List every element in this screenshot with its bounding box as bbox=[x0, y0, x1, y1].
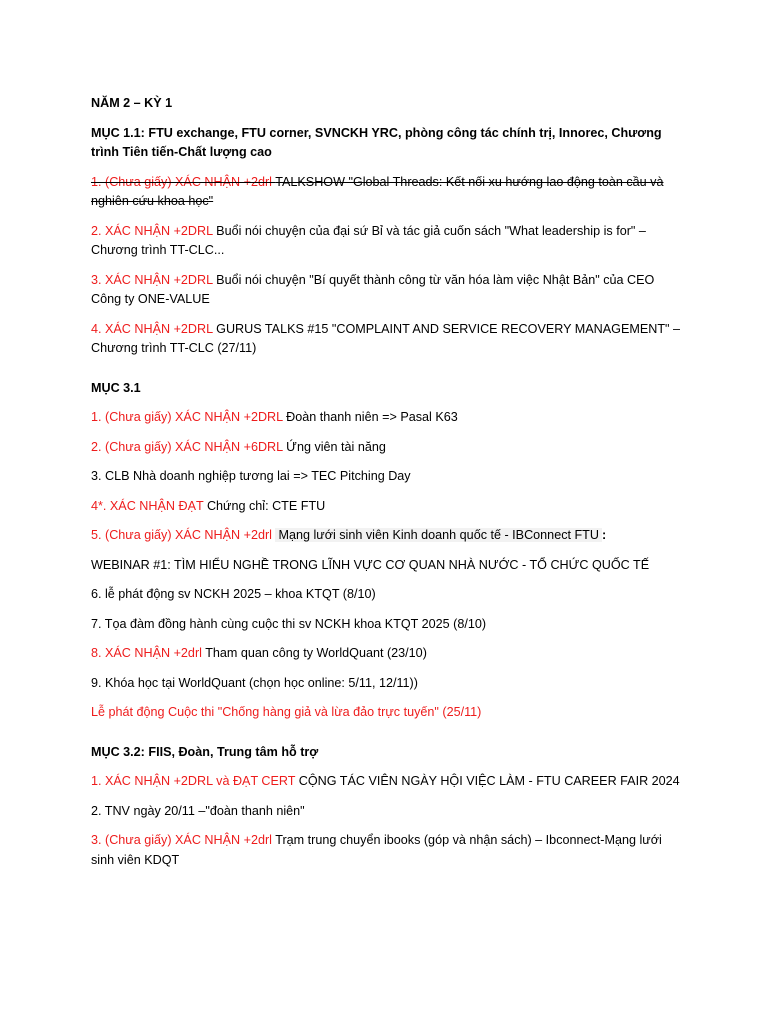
list-item bbox=[91, 320, 683, 359]
status-label: 1. (Chưa giấy) XÁC NHẬN +2DRL bbox=[91, 410, 283, 424]
item-text: Buổi nói chuyện của đại sứ Bỉ và tác giả cuốn sách "What leadership is for" – Chương trình TT-CLC... bbox=[91, 223, 646, 257]
list-item bbox=[91, 831, 683, 870]
list-item: Lễ phát động Cuộc thi "Chống hàng giả và lừa đảo trực tuyến" (25/11) bbox=[91, 705, 482, 719]
list-item bbox=[91, 526, 683, 546]
section-3-2-title: MỤC 3.2: FIIS, Đoàn, Trung tâm hỗ trợ bbox=[91, 744, 319, 759]
section-1-1-title: MỤC 1.1: FTU exchange, FTU corner, SVNCKH YRC, phòng công tác chính trị, Innorec, Chương trình Tiên tiến-Chất lượng cao bbox=[91, 125, 662, 159]
section-3-1-title: MỤC 3.1 bbox=[91, 380, 141, 395]
list-item: 6. lễ phát động sv NCKH 2025 – khoa KTQT (8/10) bbox=[91, 587, 376, 601]
list-item: 9. Khóa học tại WorldQuant (chọn học online: 5/11, 12/11)) bbox=[91, 675, 418, 690]
page-heading: NĂM 2 – KỲ 1 bbox=[91, 96, 173, 110]
list-item bbox=[91, 222, 683, 261]
item-text: Tham quan công ty WorldQuant (23/10) bbox=[201, 646, 427, 660]
item-text: TALKSHOW "Global Threads: Kết nối xu hướng lao động toàn cầu và nghiên cứu khoa học" bbox=[91, 174, 664, 208]
list-item bbox=[91, 644, 683, 664]
list-item: 7. Tọa đàm đồng hành cùng cuộc thi sv NCKH khoa KTQT 2025 (8/10) bbox=[91, 616, 487, 631]
item-text: Đoàn thanh niên => Pasal K63 bbox=[282, 410, 458, 424]
status-label: 5. (Chưa giấy) XÁC NHẬN +2drl bbox=[91, 528, 272, 542]
item-text: Ứng viên tài năng bbox=[282, 439, 386, 454]
status-label: 3. (Chưa giấy) XÁC NHẬN +2drl bbox=[91, 833, 272, 847]
highlighted-organization: Mạng lưới sinh viên Kinh doanh quốc tế - IBConnect FTU bbox=[275, 528, 602, 542]
list-item bbox=[91, 271, 683, 310]
status-label: 4*. XÁC NHẬN ĐẠT bbox=[91, 498, 204, 513]
status-label: 8. XÁC NHẬN +2drl bbox=[91, 646, 202, 660]
item-text: Trạm trung chuyển ibooks (góp và nhận sách) – Ibconnect-Mạng lưới sinh viên KDQT bbox=[91, 833, 662, 867]
status-label: 1. (Chưa giấy) XÁC NHẬN +2drl bbox=[91, 174, 276, 189]
list-item bbox=[91, 497, 683, 517]
status-label: 2. (Chưa giấy) XÁC NHẬN +6DRL bbox=[91, 439, 283, 454]
status-label: 3. XÁC NHẬN +2DRL bbox=[91, 272, 213, 287]
list-item: 3. CLB Nhà doanh nghiệp tương lai => TEC Pitching Day bbox=[91, 469, 411, 483]
document-page bbox=[91, 94, 683, 880]
list-item bbox=[91, 408, 683, 428]
list-item bbox=[91, 438, 683, 458]
list-item bbox=[91, 173, 683, 212]
item-text: CỘNG TÁC VIÊN NGÀY HỘI VIỆC LÀM - FTU CAREER FAIR 2024 bbox=[295, 774, 680, 788]
list-item bbox=[91, 772, 683, 792]
item-text: Chứng chỉ: CTE FTU bbox=[203, 498, 326, 513]
list-item: 2. TNV ngày 20/11 –"đoàn thanh niên" bbox=[91, 803, 305, 818]
item-text: Buổi nói chuyện "Bí quyết thành công từ văn hóa làm việc Nhật Bản" của CEO Công ty ONE-VALUE bbox=[91, 272, 655, 306]
status-label: 4. XÁC NHẬN +2DRL bbox=[91, 321, 213, 336]
item-text: GURUS TALKS #15 "COMPLAINT AND SERVICE RECOVERY MANAGEMENT" – Chương trình TT-CLC (27/11) bbox=[91, 321, 681, 355]
list-item: WEBINAR #1: TÌM HIỂU NGHỀ TRONG LĨNH VỰC CƠ QUAN NHÀ NƯỚC - TỔ CHỨC QUỐC TẾ bbox=[91, 557, 650, 572]
status-label: 2. XÁC NHẬN +2DRL bbox=[91, 223, 213, 238]
status-label: 1. XÁC NHẬN +2DRL và ĐẠT CERT bbox=[91, 774, 296, 788]
item-colon: : bbox=[601, 528, 607, 542]
